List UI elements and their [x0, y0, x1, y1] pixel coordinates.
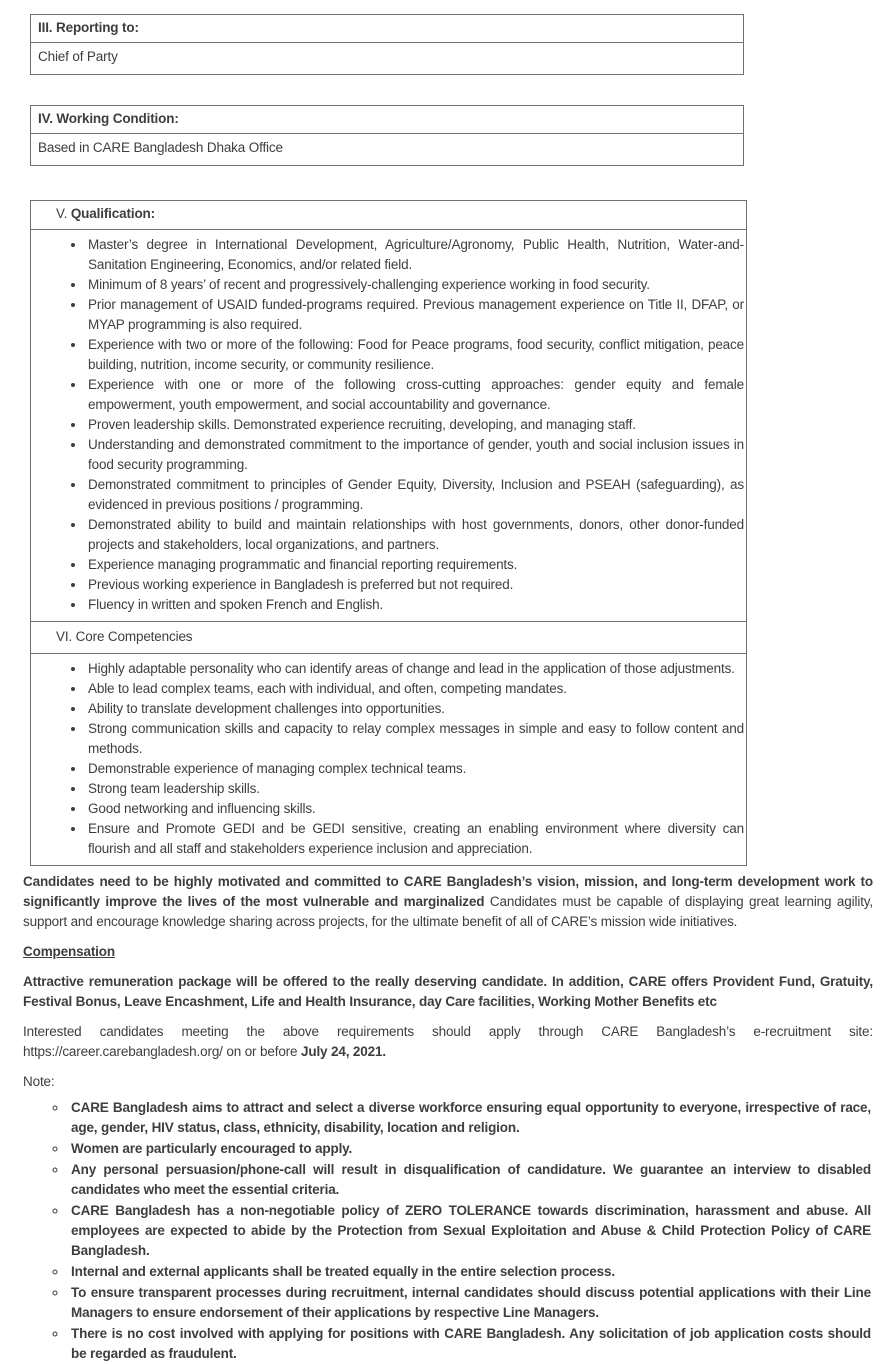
- qualification-item: • Understanding and demonstrated commitment to the importance of gender, youth and social inclusion issues in food security programming.: [86, 435, 744, 475]
- core-competencies-item: • Strong communication skills and capacity to relay complex messages in simple and easy to follow content and methods.: [86, 719, 744, 759]
- working-condition-header: IV. Working Condition:: [31, 106, 743, 134]
- core-competencies-item: • Strong team leadership skills.: [86, 779, 744, 799]
- core-competencies-header: VI. Core Competencies: [31, 621, 746, 654]
- qualification-item: • Demonstrated ability to build and maintain relationships with host governments, donors, other donor-funded projects and stakeholders, local organizations, and partners.: [86, 515, 744, 555]
- core-competencies-item: • Ability to translate development challenges into opportunities.: [86, 699, 744, 719]
- qualification-item: • Proven leadership skills. Demonstrated experience recruiting, developing, and managing staff.: [86, 415, 744, 435]
- working-condition-value: Based in CARE Bangladesh Dhaka Office: [38, 140, 283, 155]
- recruitment-url: https://career.carebangladesh.org/: [23, 1044, 223, 1059]
- apply-paragraph: [23, 1022, 873, 1062]
- candidates-paragraph-bold: Candidates need to be highly motivated and committed to CARE Bangladesh’s vision, mission, and long-term development work to significantly improve the lives of the most vulnerable and marginalized: [23, 874, 873, 909]
- working-condition-table: [30, 105, 744, 166]
- qualification-item: • Experience with one or more of the following cross-cutting approaches: gender equity and female empowerment, youth empowerment, and social accountability and governance.: [86, 375, 744, 415]
- reporting-to-header: III. Reporting to:: [31, 15, 743, 43]
- apply-deadline: July 24, 2021.: [300, 1044, 386, 1059]
- core-competencies-item: • Able to lead complex teams, each with individual, and often, competing mandates.: [86, 679, 744, 699]
- core-competencies-item: • Highly adaptable personality who can identify areas of change and lead in the application of those adjustments.: [86, 659, 744, 679]
- note-item: ◦ Women are particularly encouraged to apply.: [68, 1139, 871, 1159]
- compensation-paragraph: Attractive remuneration package will be offered to the really deserving candidate. In addition, CARE offers Provident Fund, Gratuity, Festival Bonus, Leave Encashment, Life and Health Insurance, day Care facilities, Working Mother Benefits etc: [23, 974, 873, 1009]
- core-competencies-list: [31, 654, 746, 865]
- qualification-competencies-table: [30, 200, 747, 866]
- compensation-heading: Compensation: [23, 944, 115, 959]
- apply-text-before-url: Interested candidates meeting the above requirements should apply through CARE Bangladesh’s e-recruitment site:: [23, 1024, 873, 1039]
- core-competencies-item: • Ensure and Promote GEDI and be GEDI sensitive, creating an enabling environment where diversity can flourish and all staff and stakeholders experience inclusion and appreciation.: [86, 819, 744, 859]
- note-item: ◦ There is no cost involved with applying for positions with CARE Bangladesh. Any solicitation of job application costs should be regarded as fraudulent.: [68, 1324, 871, 1364]
- candidates-paragraph-regular: Candidates must be capable of displaying great learning agility, support and encourage knowledge sharing across projects, for the ultimate benefit of all of CARE’s mission wide initiatives.: [23, 894, 873, 929]
- qualification-item: • Master’s degree in International Development, Agriculture/Agronomy, Public Health, Nutrition, Water-and-Sanitation Engineering, Economics, and/or related field.: [86, 235, 744, 275]
- qualification-header-label: Qualification:: [70, 206, 155, 221]
- note-item: ◦ CARE Bangladesh has a non-negotiable policy of ZERO TOLERANCE towards discrimination, harassment and abuse. All employees are expected to abide by the Protection from Sexual Exploitation and Abuse & Child Protection Policy of CARE Bangladesh.: [68, 1201, 871, 1261]
- compensation-heading-row: [23, 942, 873, 962]
- note-label: Note:: [23, 1074, 55, 1089]
- apply-text-after-url: on or before: [222, 1044, 301, 1059]
- qualification-item: • Previous working experience in Bangladesh is preferred but not required.: [86, 575, 744, 595]
- core-competencies-item: • Good networking and influencing skills.: [86, 799, 744, 819]
- qualification-item: • Experience managing programmatic and financial reporting requirements.: [86, 555, 744, 575]
- note-item: ◦ Internal and external applicants shall be treated equally in the entire selection process.: [68, 1262, 871, 1282]
- qualification-item: • Prior management of USAID funded-programs required. Previous management experience on Title II, DFAP, or MYAP programming is also required.: [86, 295, 744, 335]
- qualification-item: • Demonstrated commitment to principles of Gender Equity, Diversity, Inclusion and PSEAH (safeguarding), as evidenced in previous positions / programming.: [86, 475, 744, 515]
- reporting-to-value: Chief of Party: [38, 49, 118, 64]
- note-item: ◦ Any personal persuasion/phone-call will result in disqualification of candidature. We guarantee an interview to disabled candidates who meet the essential criteria.: [68, 1160, 871, 1200]
- qualification-header: [31, 201, 746, 230]
- core-competencies-item: • Demonstrable experience of managing complex technical teams.: [86, 759, 744, 779]
- qualification-item: • Fluency in written and spoken French and English.: [86, 595, 744, 615]
- reporting-to-table: [30, 14, 744, 75]
- qualification-header-number: V.: [56, 206, 71, 221]
- note-item: ◦ To ensure transparent processes during recruitment, internal candidates should discuss potential applications with their Line Managers to ensure endorsement of their applications by respective Line Managers.: [68, 1283, 871, 1323]
- qualification-list: [31, 230, 746, 621]
- qualification-item: • Experience with two or more of the following: Food for Peace programs, food security, conflict mitigation, peace building, nutrition, income security, or community resilience.: [86, 335, 744, 375]
- qualification-item: • Minimum of 8 years’ of recent and progressively-challenging experience working in food security.: [86, 275, 744, 295]
- candidates-paragraph: [23, 872, 873, 932]
- note-list: [23, 1096, 873, 1364]
- note-item: ◦ CARE Bangladesh aims to attract and select a diverse workforce ensuring equal opportunity to everyone, irrespective of race, age, gender, HIV status, class, ethnicity, disability, location and religion.: [68, 1098, 871, 1138]
